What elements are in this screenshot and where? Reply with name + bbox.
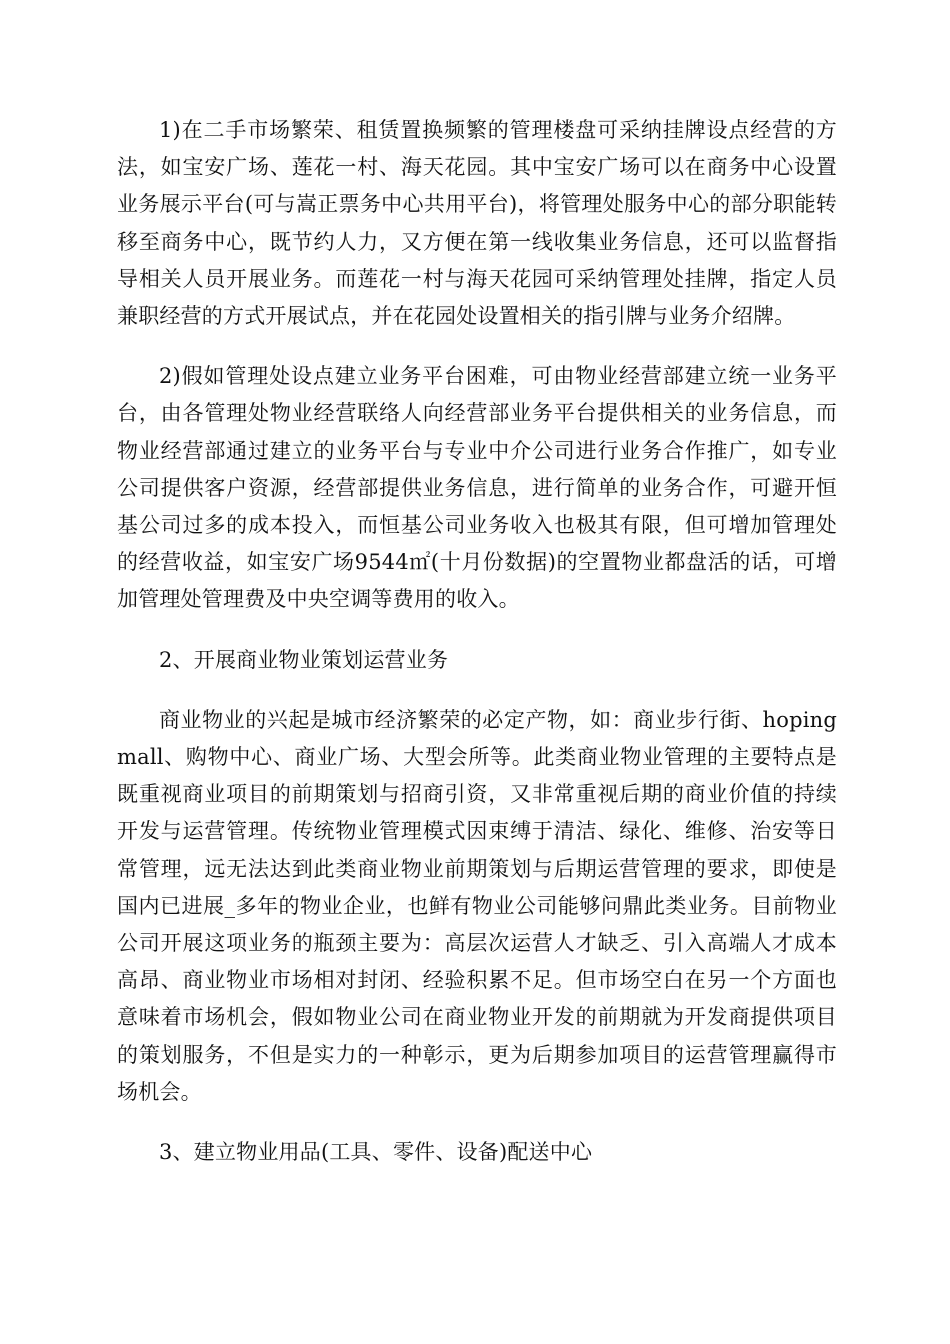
document-body: [117, 112, 837, 1194]
paragraph-listing-method: 1)在二手市场繁荣、租赁置换频繁的管理楼盘可采纳挂牌设点经营的方法，如宝安广场、莲花一村、海天花园。其中宝安广场可以在商务中心设置业务展示平台(可与嵩正票务中心共用平台)，将管理处服务中心的部分职能转移至商务中心，既节约人力，又方便在第一线收集业务信息，还可以监督指导相关人员开展业务。而莲花一村与海天花园可采纳管理处挂牌，指定人员兼职经营的方式开展试点，并在花园处设置相关的指引牌与业务介绍牌。: [117, 118, 837, 329]
section-heading-commercial-operation: 2、开展商业物业策划运营业务: [159, 647, 449, 672]
section-heading-supply-distribution: 3、建立物业用品(工具、零件、设备)配送中心: [159, 1140, 593, 1165]
paragraph-business-platform: 2)假如管理处设点建立业务平台困难，可由物业经营部建立统一业务平台，由各管理处物业经营联络人向经营部业务平台提供相关的业务信息，而物业经营部通过建立的业务平台与专业中介公司进行业务合作推广，如专业公司提供客户资源，经营部提供业务信息，进行简单的业务合作，可避开恒基公司过多的成本投入，而恒基公司业务收入也极其有限，但可增加管理处的经营收益，如宝安广场9544㎡(十月份数据)的空置物业都盘活的话，可增加管理处管理费及中央空调等费用的收入。: [117, 364, 837, 612]
paragraph-commercial-property: 商业物业的兴起是城市经济繁荣的必定产物，如：商业步行街、hopingmall、购物中心、商业广场、大型会所等。此类商业物业管理的主要特点是既重视商业项目的前期策划与招商引资，又非常重视后期的商业价值的持续开发与运营管理。传统物业管理模式因束缚于清洁、绿化、维修、治安等日常管理，远无法达到此类商业物业前期策划与后期运营管理的要求，即使是国内已进展_多年的物业企业，也鲜有物业公司能够问鼎此类业务。目前物业公司开展这项业务的瓶颈主要为：高层次运营人才缺乏、引入高端人才成本高昂、商业物业市场相对封闭、经验积累不足。但市场空白在另一个方面也意味着市场机会，假如物业公司在商业物业开发的前期就为开发商提供项目的策划服务，不但是实力的一种彰示，更为后期参加项目的运营管理赢得市场机会。: [117, 707, 837, 1104]
